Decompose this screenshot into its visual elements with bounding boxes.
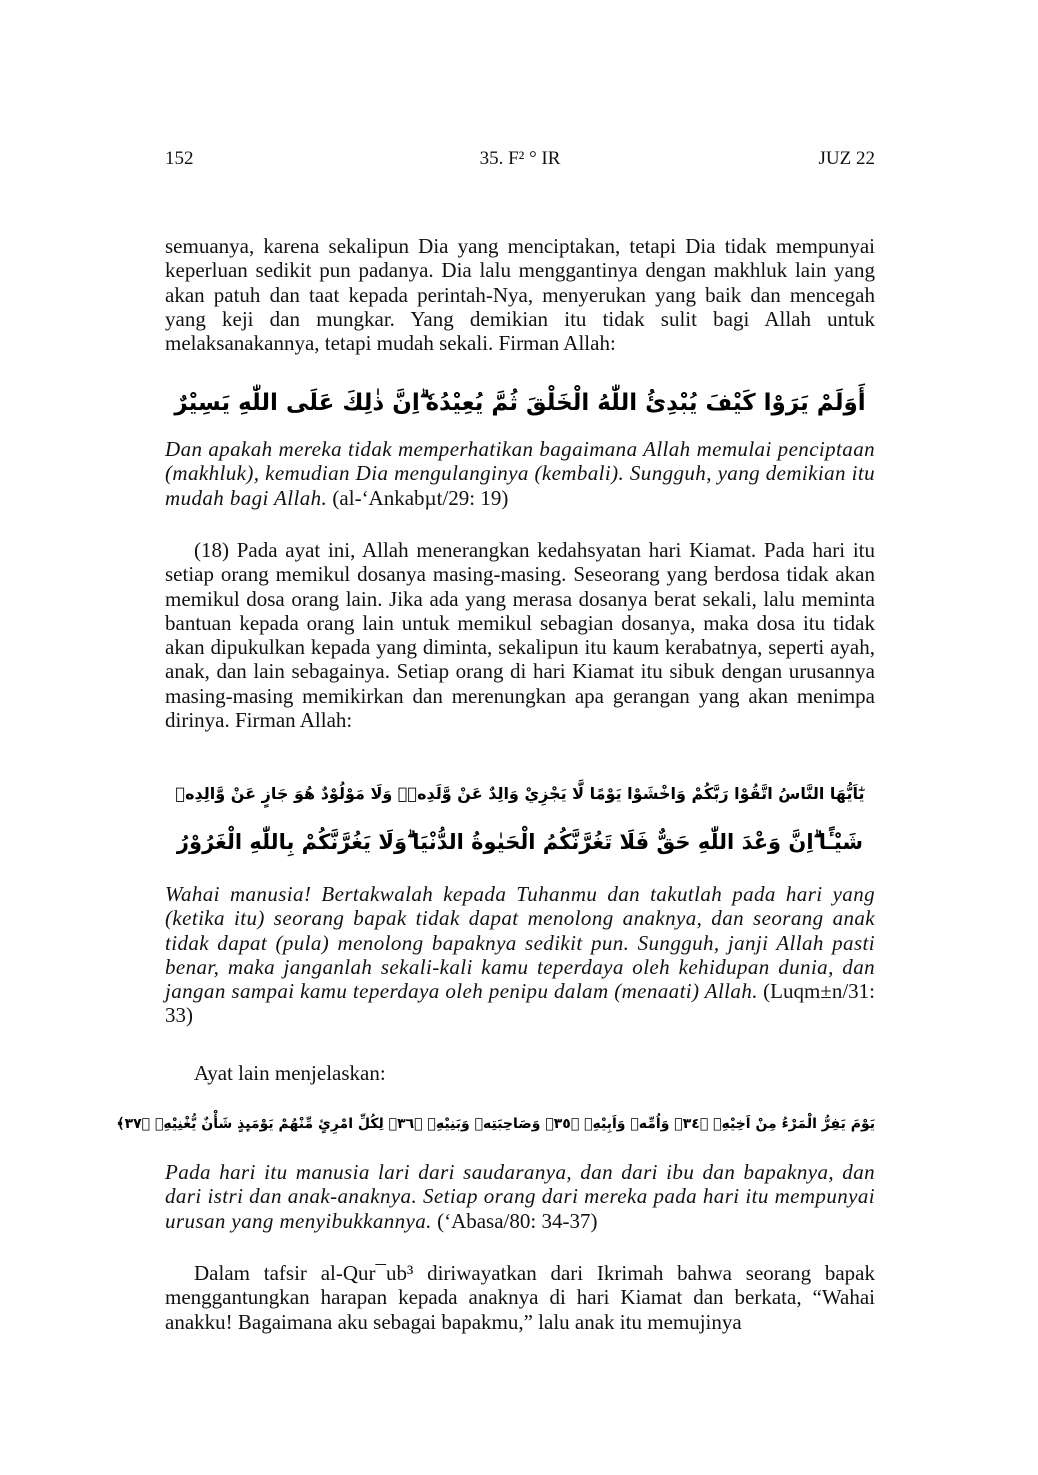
translation-1-text: Dan apakah mereka tidak memperhatikan bagaimana Allah memulai penciptaan (makhluk), kemudian Dia mengulanginya (kembali). Sungguh, yang demikian itu mudah bagi Allah. [165, 437, 875, 510]
translation-2-reference: (Luqm±n/31: 33) [165, 979, 876, 1028]
paragraph-2 [165, 538, 875, 732]
arabic-verse-2-line-1: يٰٓاَيُّهَا النَّاسُ اتَّقُوْا رَبَّكُمْ وَاخْشَوْا يَوْمًا لَّا يَجْزِيْ وَالِدٌ عَنْ وَّلَدِهٖۖ وَلَا مَوْلُوْدٌ هُوَ جَازٍ عَنْ وَّالِدِهٖ [175, 784, 865, 803]
paragraph-4-text: Dalam tafsir al-Qur¯ub³ diriwayatkan dari Ikrimah bahwa seorang bapak menggantungkan harapan kepada anaknya di hari Kiamat dan berkata, “Wahai anakku! Bagaimana aku sebagai bapakmu,” lalu anak itu memujinya [165, 1261, 875, 1334]
paragraph-1 [165, 234, 875, 355]
translation-3-text: Pada hari itu manusia lari dari saudaranya, dan dari ibu dan bapaknya, dan dari istri dan anak-anaknya. Setiap orang dari mereka pada hari itu mempunyai urusan yang menyibukkannya. [165, 1160, 875, 1233]
translation-1 [165, 437, 875, 510]
translation-1-reference: (al-‘Ankabµt/29: 19) [332, 485, 509, 510]
arabic-verse-3-line: يَوْمَ يَفِرُّ الْمَرْءُ مِنْ اَخِيْهِۙ ﴿٣٤﴾ وَاُمِّهٖ وَاَبِيْهِۙ ﴿٣٥﴾ وَصَاحِبَتِهٖ وَبَنِيْهِۗ ﴿٣٦﴾ لِكُلِّ امْرِئٍ مِّنْهُمْ يَوْمَىِٕذٍ شَأْنٌ يُّغْنِيْهِۗ ﴿٣٧﴾ [116, 1116, 875, 1132]
running-header [165, 146, 875, 172]
paragraph-3-text: Ayat lain menjelaskan: [194, 1061, 386, 1085]
page-number: 152 [165, 148, 194, 169]
translation-2-text: Wahai manusia! Bertakwalah kepada Tuhanmu dan takutlah pada hari yang (ketika itu) seorang bapak tidak dapat menolong anaknya, dan seorang anak tidak dapat (pula) menolong bapaknya sedikit pun. Sungguh, janji Allah pasti benar, maka janganlah sekali-kali kamu teperdaya oleh kehidupan dunia, dan jangan sampai kamu teperdaya oleh penipu dalam (menaati) Allah. [165, 882, 875, 1004]
translation-3-reference: (‘Abasa/80: 34-37) [437, 1208, 598, 1233]
translation-2 [165, 882, 875, 1028]
surah-title: 35. F² ° IR [479, 148, 561, 169]
paragraph-2-text: (18) Pada ayat ini, Allah menerangkan kedahsyatan hari Kiamat. Pada hari itu setiap orang memikul dosanya masing-masing. Seseorang yang berdosa tidak akan memikul dosa orang lain. Jika ada yang merasa dosanya berat sekali, lalu meminta bantuan kepada orang lain untuk memikul sebagian dosanya, maka dosa itu tidak akan dipukulkan kepada yang diminta, sekalipun itu kaum kerabatnya, seperti ayah, anak, dan lain sebagainya. Setiap orang di hari Kiamat itu sibuk dengan urusannya masing-masing memikirkan dan merenungkan apa gerangan yang akan menimpa dirinya. Firman Allah: [165, 538, 875, 733]
arabic-verse-2-line-2: شَيْـًٔا ۗاِنَّ وَعْدَ اللّٰهِ حَقٌّ فَلَا تَغُرَّنَّكُمُ الْحَيٰوةُ الدُّنْيَا ۗوَلَا يَغُرَّنَّكُمْ بِاللّٰهِ الْغَرُوْرُ [176, 830, 864, 854]
paragraph-1-text: semuanya, karena sekalipun Dia yang menciptakan, tetapi Dia tidak mempunyai keperluan sedikit pun padanya. Dia lalu menggantinya dengan makhluk lain yang akan patuh dan taat kepada perintah-Nya, menyerukan yang baik dan mencegah yang keji dan mungkar. Yang demikian itu tidak sulit bagi Allah untuk melaksanakannya, tetapi mudah sekali. Firman Allah: [165, 234, 875, 356]
arabic-verse-2 [165, 770, 875, 866]
arabic-verse-1 [165, 378, 875, 428]
arabic-verse-3 [116, 1099, 875, 1149]
arabic-verse-1-line: أَوَلَمْ يَرَوْا كَيْفَ يُبْدِئُ اللّٰهُ الْخَلْقَ ثُمَّ يُعِيْدُهٗ ۗاِنَّ ذٰلِكَ عَلَى اللّٰهِ يَسِيْرٌ [174, 390, 866, 416]
paragraph-4 [165, 1261, 875, 1334]
translation-3 [165, 1160, 875, 1233]
juz-label: JUZ 22 [818, 148, 875, 169]
paragraph-3 [165, 1061, 875, 1085]
